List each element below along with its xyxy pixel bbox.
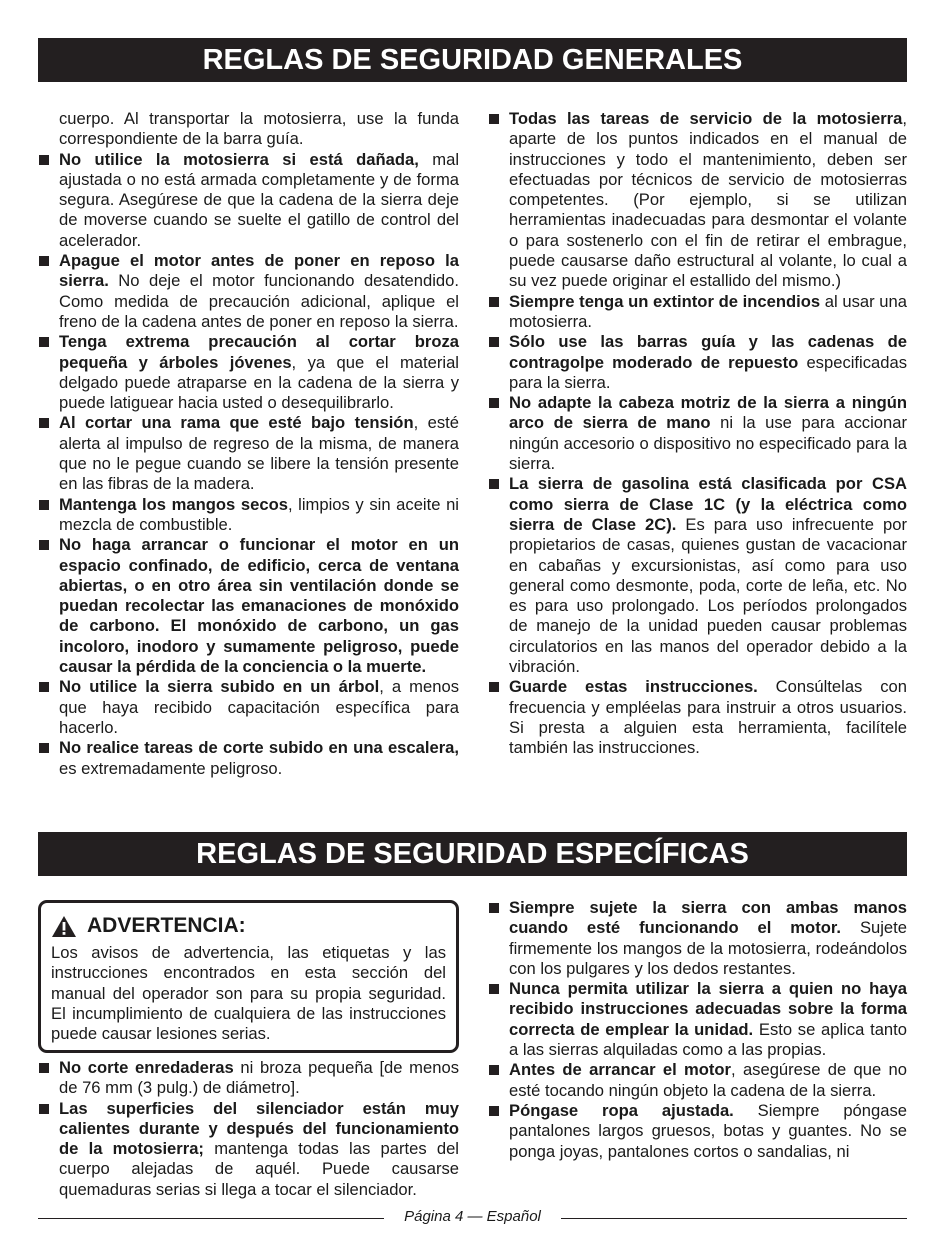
square-bullet-icon <box>39 540 49 550</box>
page-footer <box>38 1206 907 1228</box>
square-bullet-icon <box>39 743 49 753</box>
item-bold-lead: Mantenga los mangos secos <box>59 494 288 514</box>
list-item <box>488 109 907 292</box>
warning-text: Los avisos de advertencia, las etiquetas y las instrucciones encontrados en esta sección del manual del operador son para su propia seguridad. El incumplimiento de cualquiera de las instrucciones puede causar lesiones serias. <box>51 943 446 1044</box>
list-item <box>488 393 907 474</box>
item-text: mal ajustada o no está armada completamente y de forma segura. Asegúrese de que la cadena de la sierra deje de moverse cuando se suelte el gatillo de control del acelerador. <box>59 149 460 250</box>
item-text: especificadas para la sierra. <box>509 352 908 392</box>
item-text: , aparte de los puntos indicados en el manual de instrucciones y todo el mantenimiento, deben ser efectuadas por técnicos de servicio de motosierras competentes. (Por ejemplo, si se utilizan herramientas inadecuadas para desmontar el volante o para sostenerlo con el fin de retirar el embrague, puede causarse daño estructural al volante, lo cual a su vez puede originar el estallido del mismo.) <box>509 109 907 291</box>
item-bold-lead: Siempre sujete la sierra con ambas manos cuando esté funcionando el motor. <box>509 898 907 938</box>
list-item <box>38 677 459 738</box>
item-text: al usar una motosierra. <box>509 291 907 331</box>
list-item <box>488 1060 907 1101</box>
item-bold-lead: La sierra de gasolina está clasificada por CSA como sierra de Clase 1C (y la eléctrica como sierra de Clase 2C). <box>509 474 907 534</box>
square-bullet-icon <box>489 682 499 692</box>
square-bullet-icon <box>39 256 49 266</box>
list-item <box>488 332 907 393</box>
item-text: , a menos que haya recibido capacitación específica para hacerlo. <box>59 677 459 737</box>
item-text: Sujete firmemente los mangos de la motosierra, rodeándolos con los pulgares y los dedos restantes. <box>509 918 907 978</box>
item-bold-lead: No utilice la sierra subido en un árbol <box>59 677 380 697</box>
column-right-specific <box>488 898 907 1162</box>
list-item <box>38 1058 459 1099</box>
warning-box <box>38 900 459 1053</box>
item-bold-lead: No realice tareas de corte subido en una escalera, <box>59 738 459 758</box>
square-bullet-icon <box>489 1106 499 1116</box>
warning-heading <box>51 913 446 939</box>
item-bold-lead: Todas las tareas de servicio de la motosierra <box>509 109 903 128</box>
item-bold-lead: Las superficies del silenciador están muy calientes durante y después del funcionamiento de la motosierra; <box>59 1098 459 1159</box>
square-bullet-icon <box>489 1065 499 1075</box>
section-title-specific: REGLAS DE SEGURIDAD ESPECÍFICAS <box>38 832 907 876</box>
item-text: No deje el motor funcionando desatendido. Como medida de precaución adicional, aplique el freno de la cadena antes de poner en reposo la sierra. <box>59 271 459 331</box>
square-bullet-icon <box>39 682 49 692</box>
square-bullet-icon <box>39 337 49 347</box>
list-item <box>38 495 459 536</box>
item-bold-lead: Sólo use las barras guía y las cadenas de contragolpe moderado de repuesto <box>509 332 907 372</box>
square-bullet-icon <box>489 297 499 307</box>
square-bullet-icon <box>489 114 499 124</box>
item-list <box>38 150 459 779</box>
item-list <box>38 1058 459 1200</box>
list-item <box>488 474 907 677</box>
warning-heading-text: ADVERTENCIA: <box>87 914 246 937</box>
item-bold-lead: Antes de arrancar el motor <box>509 1060 732 1080</box>
list-item <box>38 332 459 413</box>
item-text: Es para uso infrecuente por propietarios de casas, quienes gustan de vacacionar en cabañas y excursionistas, así como para uso general como desmonte, poda, corte de leña, etc. No es para uso prolongado. Los períodos prolongados de manejo de la unidad pueden causar problemas circulatorios en las manos del operador debido a la vibración. <box>509 514 907 677</box>
item-text: mantenga todas las partes del cuerpo alejadas de aquél. Puede causarse quemaduras serias si llega a tocar el silenciador. <box>59 1139 459 1199</box>
list-item <box>38 150 459 251</box>
item-bold-lead: No haga arrancar o funcionar el motor en un espacio confinado, de edificio, cerca de ventana abiertas, o en otro área sin ventilación donde se puedan recolectar las emanaciones de monóxido de carbono. El monóxido de carbono, un gas incoloro, inodoro y sumamente peligroso, puede causar la pérdida de la conciencia o la muerte. <box>59 535 459 677</box>
section-title-general: REGLAS DE SEGURIDAD GENERALES <box>38 38 907 82</box>
item-bold-lead: Siempre tenga un extintor de incendios <box>509 291 821 311</box>
footer-rule-right <box>561 1218 907 1219</box>
item-text: , ya que el material delgado puede atraparse en la cadena de la sierra y puede latiguear hacia usted o desequilibrarlo. <box>59 352 459 413</box>
item-bold-lead: Tenga extrema precaución al cortar broza pequeña y árboles jóvenes <box>59 332 459 372</box>
item-text: ni broza pequeña [de menos de 76 mm (3 pulg.) de diámetro]. <box>59 1058 459 1098</box>
list-item <box>38 413 459 494</box>
square-bullet-icon <box>489 479 499 489</box>
item-bold-lead: Apague el motor antes de poner en reposo la sierra. <box>59 251 459 291</box>
list-item <box>38 251 459 332</box>
item-bold-lead: Al cortar una rama que esté bajo tensión <box>59 413 414 433</box>
list-item <box>38 535 459 677</box>
footer-rule-left <box>38 1218 384 1219</box>
item-bold-lead: Guarde estas instrucciones. <box>509 677 758 697</box>
list-item <box>488 292 907 333</box>
square-bullet-icon <box>489 984 499 994</box>
item-text: Consúltelas con frecuencia y empléelas para instruir a otros usuarios. Si presta a alguien esta herramienta, facilítele también las instrucciones. <box>509 677 907 758</box>
square-bullet-icon <box>39 500 49 510</box>
square-bullet-icon <box>489 398 499 408</box>
column-left-specific <box>38 1058 459 1200</box>
square-bullet-icon <box>39 418 49 428</box>
item-text: , esté alerta al impulso de regreso de la misma, de manera que no le pegue cuando se libere la tensión presente en las fibras de la madera. <box>59 413 459 494</box>
item-bold-lead: Nunca permita utilizar la sierra a quien no haya recibido instrucciones adecuadas sobre la forma correcta de emplear la unidad. <box>509 979 907 1039</box>
item-text: , limpios y sin aceite ni mezcla de combustible. <box>59 494 459 534</box>
list-item <box>38 738 459 779</box>
square-bullet-icon <box>39 1063 49 1073</box>
list-item <box>488 677 907 758</box>
item-text: , asegúrese de que no esté tocando ningún objeto la cadena de la sierra. <box>509 1060 907 1100</box>
continuation-text: cuerpo. Al transportar la motosierra, use la funda correspondiente de la barra guía. <box>59 109 459 149</box>
column-right-general <box>488 109 907 759</box>
list-item <box>488 1101 907 1162</box>
item-text: es extremadamente peligroso. <box>59 758 283 778</box>
item-bold-lead: No corte enredaderas <box>59 1058 234 1077</box>
item-text: Siempre póngase pantalones largos gruesos, botas y guantes. No se ponga joyas, pantalones cortos o sandalias, ni <box>509 1100 907 1161</box>
square-bullet-icon <box>39 155 49 165</box>
item-list <box>488 898 907 1162</box>
list-item <box>38 1099 459 1200</box>
item-text: Esto se aplica tanto a las sierras alquiladas como a las propias. <box>509 1019 907 1060</box>
list-item <box>488 979 907 1060</box>
item-list <box>488 109 907 759</box>
column-left-general <box>38 109 459 779</box>
square-bullet-icon <box>489 903 499 913</box>
item-bold-lead: No utilice la motosierra si está dañada, <box>59 149 419 169</box>
list-item <box>488 898 907 979</box>
warning-triangle-icon <box>51 915 77 938</box>
square-bullet-icon <box>39 1104 49 1114</box>
item-bold-lead: No adapte la cabeza motriz de la sierra a ningún arco de sierra de mano <box>509 393 907 433</box>
item-text: ni la use para accionar ningún accesorio o dispositivo no especificado para la sierra. <box>509 413 907 474</box>
square-bullet-icon <box>489 337 499 347</box>
page-number: Página 4 — Español <box>404 1208 541 1225</box>
item-bold-lead: Póngase ropa ajustada. <box>509 1100 734 1120</box>
